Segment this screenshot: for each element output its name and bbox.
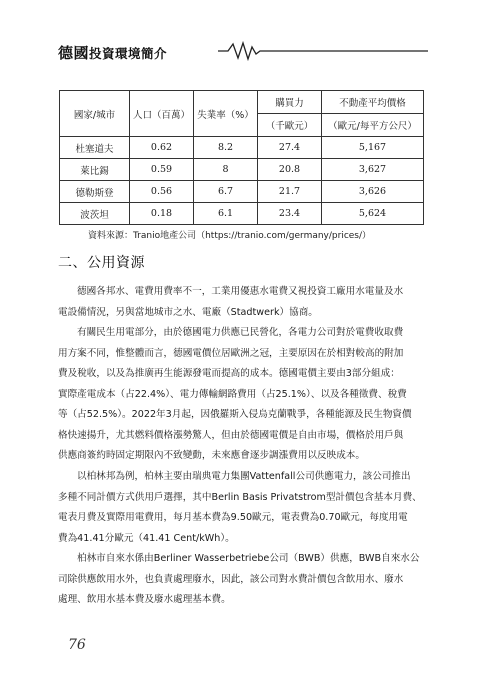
cell-unemployment: 8	[194, 159, 258, 181]
header-population: 人口（百萬）	[130, 91, 194, 137]
paragraph-electricity	[58, 323, 424, 467]
paragraph-utility-rates	[58, 282, 424, 323]
cell-property-price: 5,167	[322, 137, 424, 159]
cell-purchasing-power: 20.8	[258, 159, 322, 181]
paragraph-line: 柏林市自來水係由Berliner Wasserbetriebe公司（BWB）供應，BWB自來水公	[77, 553, 420, 564]
section-heading: 二、公用資源	[58, 255, 145, 271]
paragraph-line: 供應商簽約時固定期限內不致變動，未來應會逐步調漲費用以反映成本。	[58, 450, 365, 461]
paragraph-line: 德國各邦水、電費用費率不一，工業用優惠水電費又視投資工廠用水電量及水	[77, 286, 404, 297]
paragraph-line: 實際產電成本（占22.4%）、電力傳輸網路費用（占25.1%）、以及各種徵費、稅費	[58, 388, 407, 400]
city-data-table	[59, 90, 424, 225]
table-row	[60, 203, 424, 225]
cell-city: 德勒斯登	[60, 181, 130, 203]
paragraph-line: 等（占52.5%）。2022年3月起，因俄羅斯入侵烏克蘭戰爭，各種能源及民生物資價	[58, 409, 412, 420]
header-city: 國家/城市	[60, 91, 130, 137]
paragraph-berlin-water	[58, 549, 424, 611]
table-row	[60, 181, 424, 203]
header-purchasing-power: 購買力	[258, 91, 322, 114]
paragraph-line: 費及稅收，以及為推廣再生能源發電而提高的成本。德國電價主要由3部分組成：	[58, 368, 400, 379]
table-row	[60, 137, 424, 159]
cell-population: 0.56	[130, 181, 194, 203]
cell-property-price: 3,627	[322, 159, 424, 181]
paragraph-berlin-power	[58, 467, 424, 549]
paragraph-line: 費為41.41分歐元（41.41 Cent/kWh）。	[58, 532, 235, 544]
paragraph-line: 處理、飲用水基本費及廢水處理基本費。	[58, 594, 231, 605]
cell-property-price: 3,626	[322, 181, 424, 203]
cell-city: 波茨坦	[60, 203, 130, 225]
table-source-note: 資料來源：Tranio地產公司（https://tranio.com/germany/prices/）	[88, 231, 372, 241]
page-number: 76	[68, 637, 86, 653]
cell-city: 杜塞道夫	[60, 137, 130, 159]
paragraph-line: 以柏林邦為例，柏林主要由瑞典電力集團Vattenfall公司供應電力，該公司推出	[77, 471, 411, 482]
cell-city: 萊比錫	[60, 159, 130, 181]
paragraph-line: 電表月費及實際用電費用，每月基本費為9.50歐元，電表費為0.70歐元，每度用電	[58, 512, 408, 523]
table-row	[60, 159, 424, 181]
cell-population: 0.62	[130, 137, 194, 159]
paragraph-line: 電設備情況，另與當地城市之水、電廠（Stadtwerk）協商。	[58, 306, 318, 318]
cell-unemployment: 8.2	[194, 137, 258, 159]
heartbeat-line-icon	[218, 40, 428, 62]
cell-purchasing-power: 23.4	[258, 203, 322, 225]
cell-purchasing-power: 27.4	[258, 137, 322, 159]
header-unemployment: 失業率（%）	[194, 91, 258, 137]
cell-population: 0.59	[130, 159, 194, 181]
cell-property-price: 5,624	[322, 203, 424, 225]
paragraph-line: 用方案不同，惟整體而言，德國電價位居歐洲之冠，主要原因在於相對較高的附加	[58, 347, 404, 359]
table-header-row	[60, 91, 424, 114]
running-header	[58, 40, 428, 62]
cell-purchasing-power: 21.7	[258, 181, 322, 203]
cell-unemployment: 6.1	[194, 203, 258, 225]
header-purchasing-power-unit: （千歐元）	[258, 114, 322, 137]
paragraph-line: 多種不同計價方式供用戶選擇，其中Berlin Basis Privatstrom型計價包含基本月費、	[58, 491, 422, 503]
cell-unemployment: 6.7	[194, 181, 258, 203]
header-property-price: 不動產平均價格	[322, 91, 424, 114]
cell-population: 0.18	[130, 203, 194, 225]
paragraph-line: 格快速揚升，尤其燃料價格漲勢驚人，但由於德國電價是自由市場，價格於用戶與	[58, 429, 404, 441]
header-property-price-unit: （歐元/每平方公尺）	[322, 114, 424, 137]
paragraph-line: 司除供應飲用水外，也負責處理廢水，因此，該公司對水費計價包含飲用水、廢水	[58, 573, 404, 585]
running-header-title: 德國投資環境簡介	[58, 44, 168, 62]
paragraph-line: 有關民生用電部分，由於德國電力供應已民營化，各電力公司對於電費收取費	[77, 327, 404, 338]
